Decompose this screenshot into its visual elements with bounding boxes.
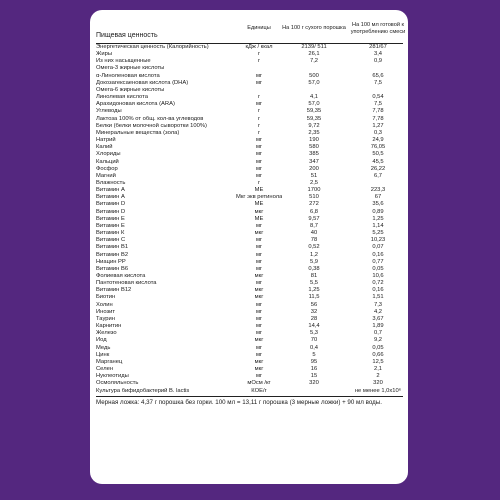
row-unit: г: [257, 108, 261, 115]
row-value-ready: 0,77: [372, 258, 384, 265]
row-value-dry: 0,38: [308, 265, 320, 272]
row-name: Нуклеотиды: [96, 373, 129, 380]
row-unit: г: [257, 51, 261, 58]
row-value-ready: 1,89: [372, 323, 384, 330]
row-value-dry: 51: [310, 172, 318, 179]
row-value-dry: 4,1: [309, 94, 319, 101]
row-unit: мг: [255, 280, 263, 287]
row-name: Энергетическая ценность (Калорийность): [96, 44, 209, 50]
row-value-ready: 5,25: [372, 230, 384, 237]
row-unit: МЕ: [254, 201, 264, 208]
header-per100-dry: На 100 г сухого порошка: [282, 25, 346, 32]
table-row: [96, 116, 403, 123]
row-value-dry: 1700: [307, 187, 321, 194]
row-name: Витамин D: [96, 201, 126, 208]
row-value-dry: [282, 87, 346, 94]
row-name: Хлориды: [96, 151, 121, 158]
table-row: [96, 280, 403, 287]
row-name: Витамин D: [96, 208, 126, 215]
row-value-dry: 57,0: [308, 79, 320, 86]
row-value-dry: 40: [310, 230, 318, 237]
row-unit: мОсм /кг: [247, 380, 271, 387]
row-value-dry: 7,2: [309, 58, 319, 65]
row-name: Влажность: [96, 179, 126, 186]
table-row: [96, 187, 403, 194]
row-value-dry: 78: [310, 237, 318, 244]
row-value-ready: 7,5: [373, 79, 383, 86]
row-name: Культура бифидобактерий B. lactis: [96, 387, 190, 394]
row-value-dry: 1,25: [308, 287, 320, 294]
row-value-dry: 320: [309, 380, 319, 387]
row-name: Докозагексаеновая кислота (DHA): [96, 79, 189, 86]
row-value-ready: 24,9: [372, 137, 384, 144]
row-name: Омега-6 жирные кислоты: [96, 86, 165, 93]
row-value-dry: 26,1: [308, 51, 320, 58]
row-name: Витамин Е: [96, 215, 125, 222]
row-unit: мкг: [254, 358, 264, 365]
table-row: [96, 352, 403, 359]
table-row: [96, 65, 403, 72]
row-value-dry: 95: [310, 358, 318, 365]
row-value-ready: 0,05: [372, 344, 384, 351]
serving-note: Мерная ложка: 4,37 г порошка без горки. 100 мл = 13,11 г порошка (3 мерные ложки) + 90 мл воды.: [96, 396, 403, 406]
header-name: Пищевая ценность: [96, 32, 158, 40]
row-name: Витамин В2: [96, 251, 129, 258]
row-value-ready: 50,5: [372, 151, 384, 158]
row-unit: мг: [255, 72, 263, 79]
row-value-dry: 200: [309, 165, 319, 172]
row-value-ready: 26,22: [370, 165, 386, 172]
row-value-ready: 7,78: [372, 108, 384, 115]
row-value-dry: 500: [309, 72, 319, 79]
row-name: Белки (белки молочной сыворотки 100%): [96, 122, 207, 129]
table-row: [96, 180, 403, 187]
table-row: [96, 266, 403, 273]
row-name: Омега-3 жирные кислоты: [96, 65, 165, 72]
row-name: Жиры: [96, 51, 112, 58]
row-value-dry: 5: [312, 351, 316, 358]
row-name: Витамин А: [96, 194, 125, 201]
row-value-dry: 9,72: [308, 122, 320, 129]
row-name: Лактоза 100% от общ. кол-ва углеводов: [96, 115, 204, 122]
row-value-ready: 7,3: [373, 301, 383, 308]
row-unit: Мкг экв ретинола: [236, 194, 282, 201]
table-row: [96, 252, 403, 259]
row-value-dry: 28: [310, 315, 318, 322]
row-unit: мг: [255, 251, 263, 258]
row-value-dry: 272: [309, 201, 319, 208]
table-row: [96, 244, 403, 251]
table-row: [96, 73, 403, 80]
row-name: Витамин Е: [96, 222, 125, 229]
row-value-ready: 0,3: [373, 129, 383, 136]
row-name: Витамин В6: [96, 265, 129, 272]
row-value-ready: 2,1: [373, 366, 383, 373]
header-per100-ready: На 100 мл готовой к употреблению смеси: [350, 21, 406, 35]
table-row: [96, 216, 403, 223]
row-unit: мг: [255, 244, 263, 251]
table-row: [96, 101, 403, 108]
row-value-dry: 2,5: [309, 179, 319, 186]
table-row: [96, 130, 403, 137]
row-value-ready: 2: [376, 373, 380, 380]
row-value-dry: 5,9: [309, 258, 319, 265]
row-value-ready: 0,66: [372, 351, 384, 358]
row-unit: мг: [255, 265, 263, 272]
table-row: [96, 137, 403, 144]
row-unit: мг: [255, 373, 263, 380]
row-value-ready: 3,67: [372, 315, 384, 322]
row-unit: мг: [255, 330, 263, 337]
row-unit: мг: [255, 222, 263, 229]
table-row: [96, 123, 403, 130]
row-value-dry: [282, 65, 346, 72]
row-value-ready: 10,6: [372, 273, 384, 279]
row-name: Фосфор: [96, 165, 118, 172]
row-value-ready: [346, 180, 410, 187]
table-row: [96, 51, 403, 58]
table-row: [96, 159, 403, 166]
row-unit: кДж / ккал: [245, 44, 273, 50]
row-name: Магний: [96, 172, 116, 179]
row-value-dry: 5,3: [309, 330, 319, 337]
row-name: Калий: [96, 144, 113, 151]
row-name: Витамин А: [96, 187, 125, 194]
row-value-ready: 1,27: [372, 122, 384, 129]
table-row: [96, 144, 403, 151]
row-unit: г: [257, 115, 261, 122]
row-unit: мг: [255, 351, 263, 358]
table-row: [96, 287, 403, 294]
table-row: [96, 316, 403, 323]
row-unit: мкг: [254, 287, 264, 294]
table-row: [96, 330, 403, 337]
row-value-ready: 45,5: [372, 158, 384, 165]
row-unit: мкг: [254, 273, 264, 279]
table-row: [96, 173, 403, 180]
row-unit: мг: [255, 323, 263, 330]
row-unit: мкг: [254, 366, 264, 373]
row-value-ready: 35,6: [372, 201, 384, 208]
row-unit: мг: [255, 237, 263, 244]
table-row: [96, 388, 403, 395]
row-value-ready: 76,05: [370, 144, 386, 151]
row-value-ready: 1,25: [372, 215, 384, 222]
row-name: Селен: [96, 366, 114, 373]
row-value-dry: 2,35: [308, 129, 320, 136]
table-row: [96, 273, 403, 280]
row-value-ready: 3,4: [373, 51, 383, 58]
row-name: Цинк: [96, 351, 110, 358]
row-name: Инозит: [96, 308, 116, 315]
row-unit: КОЕ/г: [251, 387, 267, 394]
row-value-dry: 385: [309, 151, 319, 158]
row-value-dry: 0,4: [309, 344, 319, 351]
row-unit: мг: [255, 137, 263, 144]
nutrition-table-body: [96, 44, 403, 395]
table-row: [96, 294, 403, 301]
row-value-ready: [346, 65, 410, 72]
row-value-ready: 281/67: [369, 44, 387, 50]
table-row: [96, 201, 403, 208]
table-row: [96, 237, 403, 244]
row-value-ready: 7,5: [373, 101, 383, 108]
row-value-ready: 0,72: [372, 280, 384, 287]
row-value-dry: 56: [310, 301, 318, 308]
row-unit: МЕ: [254, 187, 264, 194]
row-value-ready: 0,9: [373, 58, 383, 65]
table-row: [96, 259, 403, 266]
row-unit: г: [257, 94, 261, 101]
row-unit: [236, 65, 282, 72]
row-value-ready: 9,2: [373, 337, 383, 344]
table-row: [96, 323, 403, 330]
nutrition-panel: [90, 10, 408, 484]
row-value-ready: 0,7: [373, 330, 383, 337]
row-unit: мг: [255, 308, 263, 315]
row-name: Йод: [96, 337, 107, 344]
table-row: [96, 194, 403, 201]
row-unit: мг: [255, 172, 263, 179]
table-header: [96, 14, 406, 44]
table-row: [96, 223, 403, 230]
row-unit: г: [257, 122, 261, 129]
row-name: Витамин С: [96, 237, 126, 244]
row-name: Карнитин: [96, 323, 122, 330]
row-value-ready: 6,7: [373, 172, 383, 179]
row-value-dry: 32: [310, 308, 318, 315]
table-row: [96, 380, 403, 387]
row-value-dry: 70: [310, 337, 318, 344]
row-unit: мг: [255, 165, 263, 172]
row-value-dry: 14,4: [308, 323, 320, 330]
row-value-dry: 6,8: [309, 208, 319, 215]
row-value-ready: 0,05: [372, 265, 384, 272]
row-unit: мг: [255, 158, 263, 165]
row-name: Линолевая кислота: [96, 94, 148, 101]
table-row: [96, 209, 403, 216]
row-value-dry: 1,2: [309, 251, 319, 258]
row-value-ready: 12,5: [372, 358, 384, 365]
row-unit: МЕ: [254, 215, 264, 222]
table-row: [96, 309, 403, 316]
table-row: [96, 58, 403, 65]
row-value-dry: 5,5: [309, 280, 319, 287]
row-value-dry: 57,0: [308, 101, 320, 108]
row-value-ready: [346, 87, 410, 94]
row-unit: г: [257, 58, 261, 65]
row-unit: мкг: [254, 294, 264, 301]
row-name: Таурин: [96, 315, 115, 322]
table-row: [96, 94, 403, 101]
row-value-ready: 65,6: [372, 72, 384, 79]
table-row: [96, 87, 403, 94]
row-name: Витамин В12: [96, 287, 132, 294]
row-value-dry: 347: [309, 158, 319, 165]
row-unit: г: [257, 179, 261, 186]
row-name: Фолиевая кислота: [96, 273, 146, 279]
row-name: α-Линоленовая кислота: [96, 72, 160, 79]
row-value-dry: 15: [310, 373, 318, 380]
row-value-ready: 0,16: [372, 251, 384, 258]
row-name: Железо: [96, 330, 117, 337]
row-value-dry: 59,35: [306, 115, 322, 122]
row-unit: [236, 87, 282, 94]
row-value-dry: 510: [309, 194, 319, 201]
row-name: Осмоляльность: [96, 380, 139, 387]
row-name: Из них насыщенные: [96, 58, 151, 65]
row-value-ready: 10,23: [370, 237, 386, 244]
table-row: [96, 373, 403, 380]
row-value-ready: 67: [374, 194, 382, 201]
row-name: Углеводы: [96, 108, 122, 115]
row-unit: мг: [255, 344, 263, 351]
row-value-ready: 4,2: [373, 308, 383, 315]
row-unit: мкг: [254, 208, 264, 215]
row-value-dry: 580: [309, 144, 319, 151]
row-value-ready: 7,78: [372, 115, 384, 122]
table-row: [96, 337, 403, 344]
row-value-ready: 320: [373, 380, 383, 387]
table-row: [96, 44, 403, 51]
row-unit: мг: [255, 315, 263, 322]
row-unit: мкг: [254, 230, 264, 237]
row-name: Пантотеновая кислота: [96, 280, 157, 287]
row-value-dry: 81: [310, 273, 318, 279]
table-row: [96, 359, 403, 366]
table-row: [96, 345, 403, 352]
row-value-dry: 16: [310, 366, 318, 373]
row-value-dry: 9,57: [308, 215, 320, 222]
row-name: Холин: [96, 301, 113, 308]
row-value-ready: 223,3: [370, 187, 386, 194]
header-unit: Единицы: [247, 25, 271, 32]
row-name: Биотин: [96, 294, 116, 301]
row-value-dry: 11,5: [308, 294, 320, 301]
row-name: Арахидоновая кислота (ARA): [96, 101, 175, 108]
row-value-dry: 190: [309, 137, 319, 144]
row-value-ready: 0,07: [372, 244, 384, 251]
row-name: Кальций: [96, 158, 119, 165]
row-name: Витамин В1: [96, 244, 129, 251]
row-unit: мкг: [254, 337, 264, 344]
row-value-ready: 0,54: [372, 94, 384, 101]
row-unit: г: [257, 129, 261, 136]
row-name: Марганец: [96, 358, 123, 365]
table-row: [96, 80, 403, 87]
row-value-ready: 1,14: [372, 222, 384, 229]
row-value-ready: 1,51: [372, 294, 384, 301]
row-value-ready: 0,16: [372, 287, 384, 294]
row-value-dry: 8,7: [309, 222, 319, 229]
table-row: [96, 230, 403, 237]
row-value-dry: 2139/ 511: [301, 44, 327, 50]
row-unit: мг: [255, 79, 263, 86]
row-value-dry: 59,35: [306, 108, 322, 115]
row-unit: мг: [255, 151, 263, 158]
row-unit: мг: [255, 101, 263, 108]
row-value-dry: 0,52: [308, 244, 320, 251]
row-value-ready: 0,89: [372, 208, 384, 215]
row-unit: мг: [255, 258, 263, 265]
row-value-ready: не менее 1,0х10⁶: [354, 387, 402, 394]
table-row: [96, 302, 403, 309]
row-name: Минеральные вещества (зола): [96, 129, 180, 136]
row-unit: мг: [255, 144, 263, 151]
row-value-dry: [282, 388, 346, 395]
table-row: [96, 366, 403, 373]
row-name: Ниацин РР: [96, 258, 126, 265]
row-name: Натрий: [96, 137, 116, 144]
row-unit: мг: [255, 301, 263, 308]
table-row: [96, 166, 403, 173]
row-name: Витамин К: [96, 230, 125, 237]
table-row: [96, 108, 403, 115]
table-row: [96, 151, 403, 158]
row-name: Медь: [96, 344, 111, 351]
